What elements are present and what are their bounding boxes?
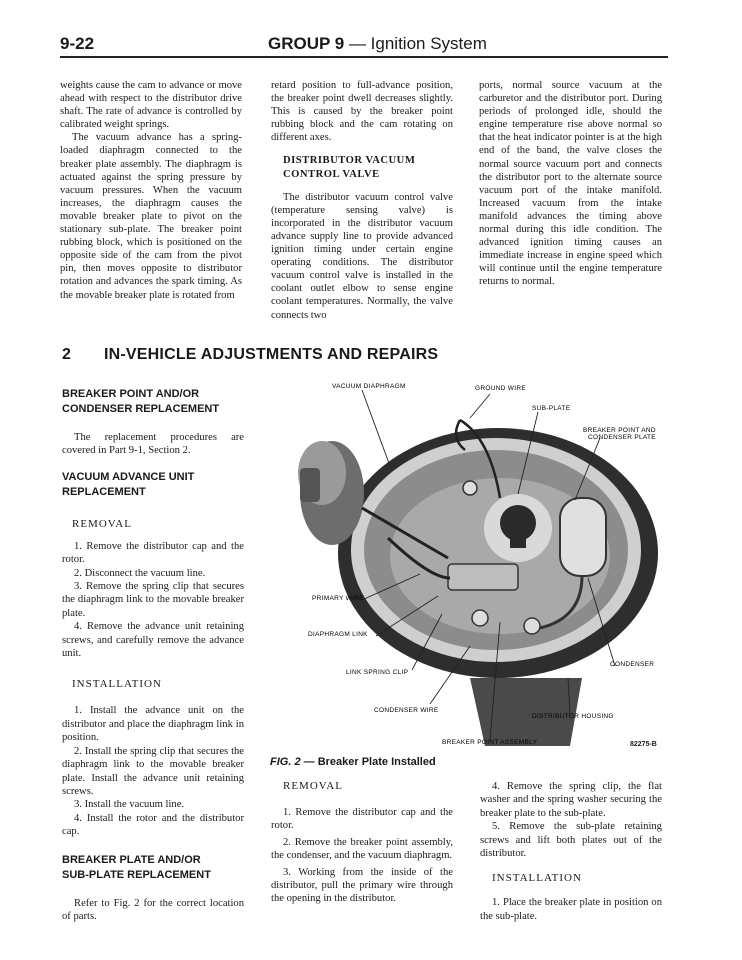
step-text: Place the breaker plate in position on the sub-plate. (480, 897, 662, 922)
cam-slot (510, 526, 526, 548)
step-number: 4. (492, 781, 500, 792)
running-header (268, 34, 487, 54)
step-number: 4. (74, 812, 82, 824)
paragraph: The vacuum advance has a spring-loaded diaphragm connected to the breaker plate assembly. The diaphragm is actuated against the spring pressure by vacuum pressures. When the vacuum increases, the diaphragm causes the movable breaker plate to pivot on the stationary sub-plate. The breaker point rubbing block, which is positioned on the opposite side of the cam from the pivot pin, then moves opposite to distributor rotation and advances the spark timing. As the movable breaker plate is rotated from (60, 132, 242, 301)
paragraph: ports, normal source vacuum at the carburetor and the distributor port. During periods of prolonged idle, should the engine temperature rise above normal so that the heat indicator pointer is at the high end of the band, the valve closes the normal source vacuum port and connects the distributor port to the alternate source vacuum port of the intake manifold. Increased vacuum from the intake manifold advances the timing above normal during this idle condition. The advanced ignition timing causes an immediate increase in engine speed which will continue until the engine temperature returns to normal. (479, 80, 662, 288)
breaker-point-assembly (448, 564, 518, 590)
subsection-heading (62, 853, 244, 883)
paragraph: The distributor vacuum control valve (temperature sensing valve) is incorporated in the distributor vacuum advance supply line to provide advanced ignition timing under certain engine operating conditions. The distributor vacuum control valve is installed in the coolant outlet elbow to sense engine coolant temperatures. Normally, the valve connects two (271, 191, 453, 321)
page-number: 9-22 (60, 34, 95, 53)
heading-line: VACUUM ADVANCE UNIT (62, 470, 195, 483)
breaker-plate-figure (270, 378, 665, 746)
figure-caption (270, 756, 436, 768)
caption-text: Breaker Plate Installed (317, 756, 436, 768)
list-item (62, 704, 244, 744)
subsection-heading (62, 387, 244, 417)
installation-steps (62, 704, 244, 838)
list-item (271, 806, 453, 833)
list-item (480, 780, 662, 820)
list-item (271, 866, 453, 906)
label-link-spring-clip: LINK SPRING CLIP (346, 669, 409, 676)
text-block (62, 431, 244, 458)
heading-line: DISTRIBUTOR VACUUM (283, 155, 416, 167)
header-rule (60, 56, 668, 58)
step-text: Remove the spring clip, the flat washer and the spring washer securing the breaker plate to the sub-plate. (480, 781, 662, 819)
section-number: 2 (62, 346, 71, 363)
list-item (62, 620, 244, 660)
list-item (480, 896, 662, 923)
installation-steps (480, 896, 662, 923)
step-text: Working from the inside of the distributor, pull the primary wire through the opening in the distributor. (271, 866, 453, 905)
step-number: 5. (492, 821, 500, 833)
paragraph: The replacement procedures are covered in Part 9-1, Section 2. (62, 432, 244, 457)
step-text: Install the vacuum line. (84, 799, 185, 811)
label-ground-wire: GROUND WIRE (475, 385, 526, 392)
step-text: Remove the breaker point assembly, the condenser, and the vacuum diaphragm. (271, 836, 453, 862)
step-text: Remove the distributor cap and the rotor. (271, 807, 453, 832)
step-text: Disconnect the vacuum line. (84, 567, 206, 579)
step-text: Remove the spring clip that secures the diaphragm link to the movable breaker plate. (62, 581, 244, 619)
label-condenser-plate: CONDENSER PLATE (588, 434, 656, 441)
step-number: 1. (283, 807, 291, 818)
removal-steps-continued (480, 780, 662, 860)
step-text: Remove the advance unit retaining screws, and carefully remove the advance unit. (62, 621, 244, 660)
top-column-1 (60, 79, 242, 302)
installation-heading: INSTALLATION (492, 872, 582, 885)
step-number: 3. (283, 866, 291, 878)
top-column-2 (271, 79, 453, 322)
step-number: 1. (492, 897, 500, 909)
right-column (480, 780, 662, 923)
header-dash: — (344, 34, 371, 53)
label-condenser: CONDENSER (610, 661, 655, 668)
label-primary-wire: PRIMARY WIRE (312, 595, 364, 602)
step-text: Install the rotor and the distributor cap. (62, 812, 244, 838)
paragraph: weights cause the cam to advance or move ahead with respect to the distributor drive shaft. The rate of advance is controlled by calibrated weight springs. (60, 80, 242, 131)
label-distributor-housing: DISTRIBUTOR HOUSING (532, 713, 614, 720)
step-number: 2. (283, 836, 291, 848)
group-label: GROUP 9 (268, 34, 345, 53)
header-title: Ignition System (370, 34, 487, 53)
installation-heading: INSTALLATION (72, 678, 162, 691)
heading-line: BREAKER POINT AND/OR (62, 388, 200, 400)
label-condenser-wire: CONDENSER WIRE (374, 707, 439, 714)
top-column-3 (479, 79, 662, 289)
caption-prefix: FIG. 2 — (270, 756, 315, 768)
condenser-body (560, 498, 606, 576)
pivot-screw (472, 610, 488, 626)
retaining-screw (524, 618, 540, 634)
heading-line: CONDENSER REPLACEMENT (62, 403, 220, 415)
step-number: 2. (74, 745, 82, 757)
label-breaker-point-assembly: BREAKER POINT ASSEMBLY (442, 739, 538, 746)
removal-steps (271, 806, 453, 906)
step-number: 4. (74, 621, 82, 633)
paragraph: Refer to Fig. 2 for the correct location of parts. (62, 897, 244, 922)
list-item (271, 836, 453, 863)
removal-steps (62, 540, 244, 661)
vacuum-port (300, 468, 320, 502)
list-item (62, 567, 244, 580)
heading-line: CONTROL VALVE (283, 168, 380, 180)
list-item (480, 820, 662, 860)
section-heading (283, 154, 453, 180)
list-item (62, 745, 244, 799)
heading-line: REPLACEMENT (62, 485, 146, 498)
list-item (62, 798, 244, 811)
heading-line: SUB-PLATE REPLACEMENT (62, 868, 211, 881)
step-number: 1. (74, 705, 82, 717)
step-text: Install the advance unit on the distributor and place the diaphragm link in position. (62, 705, 244, 744)
subsection-heading (62, 470, 244, 500)
middle-column (271, 780, 453, 906)
list-item (62, 540, 244, 567)
removal-heading: REMOVAL (72, 517, 132, 530)
label-breaker-point-and: BREAKER POINT AND (583, 427, 656, 434)
figure-code: 82275-B (630, 741, 657, 748)
section-title: IN-VEHICLE ADJUSTMENTS AND REPAIRS (104, 346, 439, 363)
list-item (62, 580, 244, 620)
step-number: 2. (74, 567, 82, 579)
step-number: 3. (74, 581, 82, 593)
left-column (62, 387, 244, 923)
step-number: 1. (74, 540, 82, 552)
label-diaphragm-link: DIAPHRAGM LINK (308, 631, 368, 638)
step-text: Install the spring clip that secures the diaphragm link to the movable breaker plate. Install the advance unit retaining screws. (62, 745, 245, 797)
removal-heading: REMOVAL (283, 780, 343, 792)
step-number: 3. (74, 799, 82, 811)
list-item (62, 812, 244, 839)
sub-plate-screw (463, 481, 477, 495)
distributor-shaft-housing (470, 678, 582, 746)
label-sub-plate: SUB-PLATE (532, 405, 571, 412)
heading-line: BREAKER PLATE AND/OR (62, 853, 201, 866)
paragraph: retard position to full-advance position, the breaker point dwell decreases slightly. This is caused by the breaker point rubbing block and the cam rotating on different axes. (271, 80, 453, 144)
step-text: Remove the sub-plate retaining screws and lift both plates out of the distributor. (480, 821, 662, 860)
label-vacuum-diaphragm: VACUUM DIAPHRAGM (332, 383, 406, 390)
step-text: Remove the distributor cap and the rotor. (62, 540, 244, 566)
text-block (62, 897, 244, 924)
